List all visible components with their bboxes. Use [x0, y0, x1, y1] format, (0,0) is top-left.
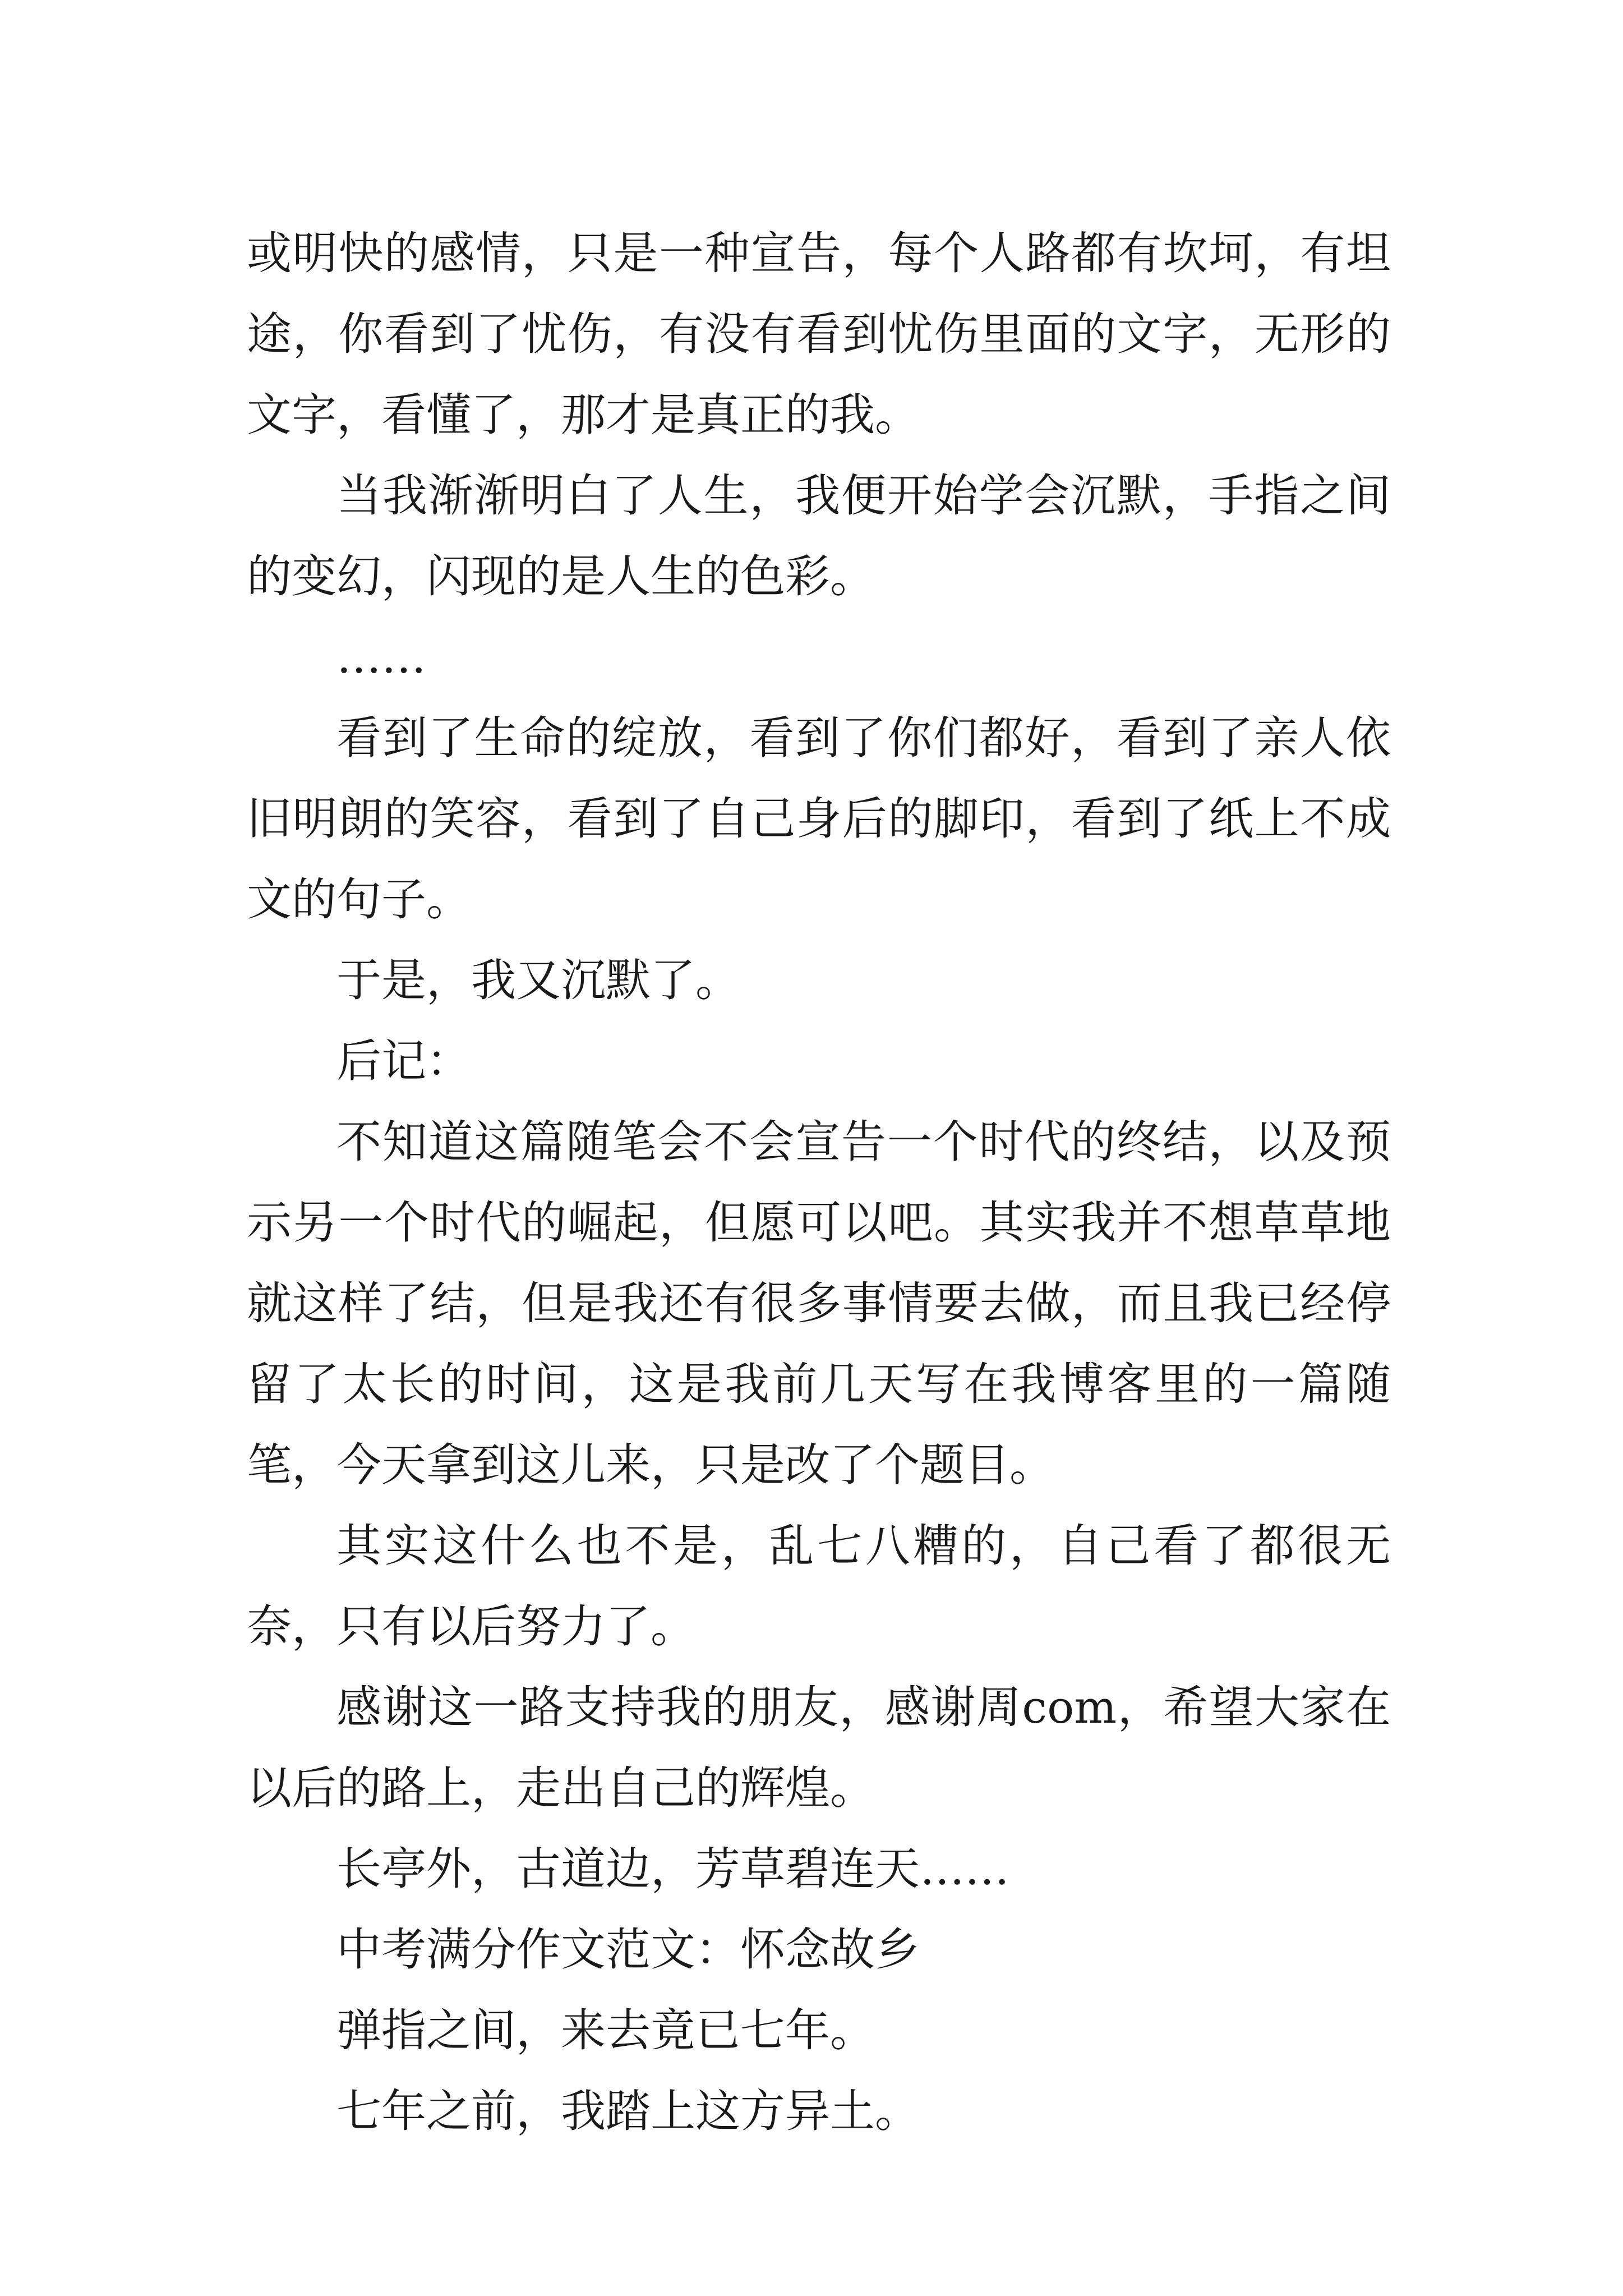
paragraph: 当我渐渐明白了人生，我便开始学会沉默，手指之间的变幻，闪现的是人生的色彩。 [247, 470, 1391, 602]
paragraph: 于是，我又沉默了。 [336, 954, 740, 1006]
document-body [247, 213, 1391, 2152]
ellipsis-paragraph: …… [336, 631, 426, 683]
paragraph: 感谢这一路支持我的朋友，感谢周com，希望大家在以后的路上，走出自己的辉煌。 [247, 1681, 1391, 1814]
paragraph: 其实这什么也不是，乱七八糟的，自己看了都很无奈，只有以后努力了。 [247, 1520, 1391, 1653]
afterword-heading: 后记： [336, 1035, 471, 1087]
paragraph: 长亭外，古道边，芳草碧连天…… [336, 1843, 1009, 1895]
paragraph: 不知道这篇随笔会不会宣告一个时代的终结，以及预示另一个时代的崛起，但愿可以吧。其实我并不想草草地就这样了结，但是我还有很多事情要去做，而且我已经停留了太长的时间，这是我前几天写在我博客里的一篇随笔，今天拿到这儿来，只是改了个题目。 [247, 1116, 1391, 1491]
paragraph: 七年之前，我踏上这方异土。 [336, 2085, 920, 2137]
paragraph: 或明快的感情，只是一种宣告，每个人路都有坎坷，有坦途，你看到了忧伤，有没有看到忧伤里面的文字，无形的文字，看懂了，那才是真正的我。 [247, 227, 1391, 441]
paragraph: 弹指之间，来去竟已七年。 [336, 2004, 875, 2056]
essay-title: 中考满分作文范文：怀念故乡 [336, 1924, 920, 1976]
paragraph: 看到了生命的绽放，看到了你们都好，看到了亲人依旧明朗的笑容，看到了自己身后的脚印，看到了纸上不成文的句子。 [247, 712, 1391, 926]
